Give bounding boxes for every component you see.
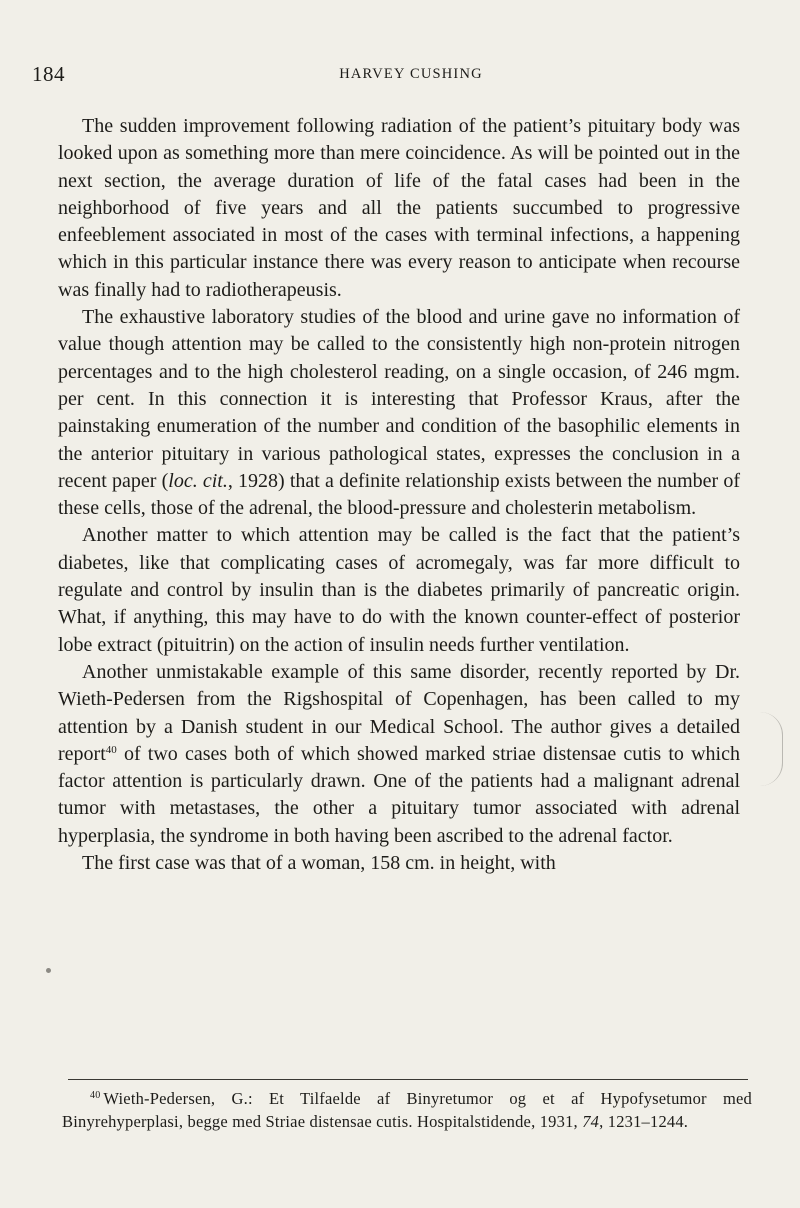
running-head <box>32 62 740 86</box>
text-run: The first case was that of a woman, 158 cm. in height, with <box>82 852 556 875</box>
footnote-text <box>62 1088 752 1133</box>
text-run: The exhaustive laboratory studies of the blood and urine gave no information of value though attention may be called to the consistently high non-protein nitrogen percentages and to the high cholesterol reading, on a single occasion, of 246 mgm. per cent. In this connection it is interesting that Professor Kraus, after the painstaking enumeration of the number and condition of the basophilic elements in the anterior pituitary in various pathological states, expresses the conclusion in a recent paper ( <box>58 306 740 492</box>
italic-text: loc. cit. <box>168 469 228 492</box>
page-number: 184 <box>32 62 65 86</box>
running-title: HARVEY CUSHING <box>339 66 483 82</box>
text-run: of two cases both of which showed marked striae distensae cutis to which factor attention is particularly drawn. One of the patients had a malignant adrenal tumor with metastases, the other a pituitary tumor associated with adrenal hyperplasia, the syndrome in both having been ascribed to the adrenal factor. <box>58 742 740 847</box>
footnote-marker: 40 <box>105 743 117 756</box>
italic-text: 74 <box>582 1111 600 1131</box>
body-text <box>58 113 740 877</box>
text-run: Wieth-Pedersen, G.: Et Tilfaelde af Binyretumor og et af Hypofysetumor med Binyrehyperplasi, begge med Striae distensae cutis. Hospitalstidende, 1931, <box>62 1089 752 1131</box>
text-run: Another unmistakable example of this same disorder, recently reported by Dr. Wieth-Pedersen from the Rigshospital of Copenhagen, has been called to my attention by a Danish student in our Medical School. The author gives a detailed report <box>58 660 740 765</box>
paragraph <box>58 850 740 877</box>
paragraph <box>58 113 740 304</box>
footnote-marker: 40 <box>90 1090 101 1101</box>
text-run: , 1928) that a definite relationship exists between the number of these cells, those of the adrenal, the blood-pressure and cholesterin metabolism. <box>58 469 740 520</box>
margin-pencil-mark <box>760 712 783 786</box>
text-run: Another matter to which attention may be called is the fact that the patient’s diabetes, like that complicating cases of acromegaly, was far more difficult to regulate and control by insulin than is the diabetes primarily of pancreatic origin. What, if anything, this may have to do with the known counter-effect of posterior lobe extract (pituitrin) on the action of insulin needs further ventilation. <box>58 524 740 656</box>
margin-dot <box>46 968 51 973</box>
footnote-rule <box>68 1079 748 1080</box>
text-run: , 1231–1244. <box>599 1111 689 1131</box>
text-run: The sudden improvement following radiation of the patient’s pituitary body was looked upon as something more than mere coincidence. As will be pointed out in the next section, the average duration of life of the fatal cases had been in the neighborhood of five years and all the patients succumbed to progressive enfeeblement associated in most of the cases with terminal infections, a happening which in this particular instance there was every reason to anticipate when recourse was finally had to radiotherapeusis. <box>58 115 740 301</box>
footnote <box>62 1088 752 1133</box>
paragraph <box>58 522 740 658</box>
paragraph <box>58 659 740 850</box>
paragraph <box>58 304 740 522</box>
